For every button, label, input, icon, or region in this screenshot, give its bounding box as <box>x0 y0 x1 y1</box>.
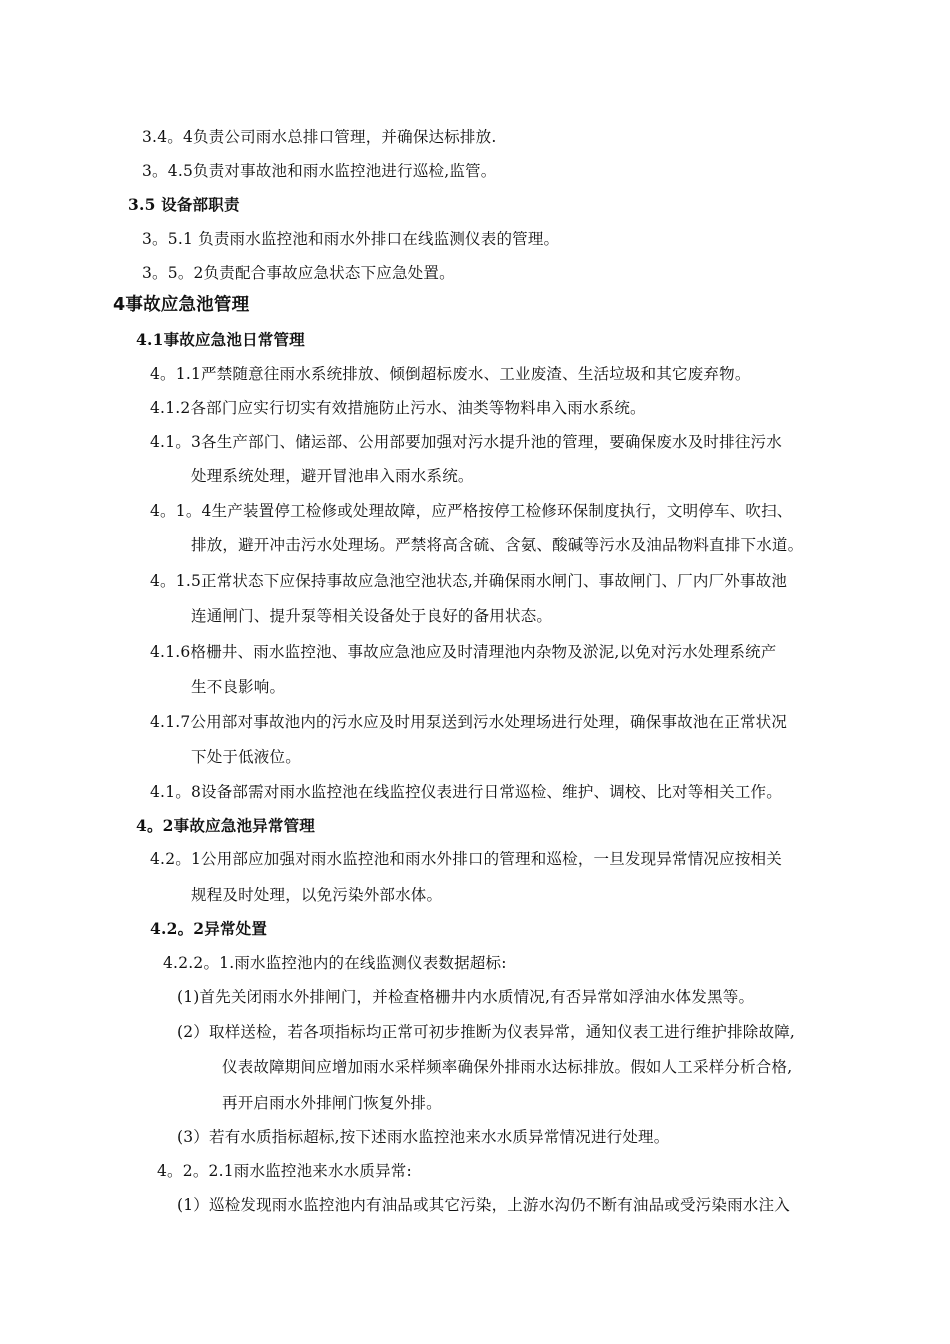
clause-4-2-1: 4.2。1公用部应加强对雨水监控池和雨水外排口的管理和巡检，一旦发现异常情况应按相关 <box>150 850 782 868</box>
section-heading-4-1: 4.1事故应急池日常管理 <box>136 330 305 349</box>
clause-4-1-5: 4。1.5正常状态下应保持事故应急池空池状态,并确保雨水闸门、事故闸门、厂内厂外事故池 <box>150 572 788 590</box>
clause-4-1-8: 4.1。8设备部需对雨水监控池在线监控仪表进行日常巡检、维护、调校、比对等相关工作。 <box>150 783 782 801</box>
item-2: (2）取样送检，若各项指标均正常可初步推断为仪表异常，通知仪表工进行维护排除故障, <box>177 1023 796 1041</box>
chapter-heading-4: 4事故应急池管理 <box>113 295 250 315</box>
item-1-b: (1）巡检发现雨水监控池内有油品或其它污染，上游水沟仍不断有油品或受污染雨水注入 <box>177 1196 790 1214</box>
clause-4-1-5-cont: 连通闸门、提升泵等相关设备处于良好的备用状态。 <box>191 607 553 625</box>
clause-4-1-7: 4.1.7公用部对事故池内的污水应及时用泵送到污水处理场进行处理，确保事故池在正常状况 <box>150 713 788 731</box>
clause-4-2-1-cont: 规程及时处理，以免污染外部水体。 <box>191 886 443 904</box>
item-1: (1)首先关闭雨水外排闸门，并检查格栅井内水质情况,有否异常如浮油水体发黑等。 <box>177 988 755 1006</box>
clause-4-1-3-cont: 处理系统处理，避开冒池串入雨水系统。 <box>191 467 474 485</box>
item-2-cont-1: 仪表故障期间应增加雨水采样频率确保外排雨水达标排放。假如人工采样分析合格, <box>222 1058 793 1076</box>
clause-4-1-4-cont: 排放，避开冲击污水处理场。严禁将高含硫、含氨、酸碱等污水及油品物料直排下水道。 <box>191 536 804 554</box>
item-3: (3）若有水质指标超标,按下述雨水监控池来水水质异常情况进行处理。 <box>177 1128 670 1146</box>
clause-4-1-3: 4.1。3各生产部门、储运部、公用部要加强对污水提升池的管理，要确保废水及时排往污水 <box>150 433 782 451</box>
clause-4-1-2: 4.1.2各部门应实行切实有效措施防止污水、油类等物料串入雨水系统。 <box>150 399 646 417</box>
clause-4-1-7-cont: 下处于低液位。 <box>191 748 301 766</box>
clause-3-5-1: 3。5.1 负责雨水监控池和雨水外排口在线监测仪表的管理。 <box>142 230 560 248</box>
clause-4-2-2-1-b: 4。2。2.1雨水监控池来水水质异常: <box>157 1162 412 1180</box>
clause-3-4-4: 3.4。4负责公司雨水总排口管理，并确保达标排放. <box>142 128 497 146</box>
clause-3-5-2: 3。5。2负责配合事故应急状态下应急处置。 <box>142 264 455 282</box>
clause-4-1-6: 4.1.6格栅井、雨水监控池、事故应急池应及时清理池内杂物及淤泥,以免对污水处理系统产 <box>150 643 777 661</box>
clause-4-1-4: 4。1。4生产装置停工检修或处理故障，应严格按停工检修环保制度执行，文明停车、吹扫、 <box>150 502 793 520</box>
item-2-cont-2: 再开启雨水外排闸门恢复外排。 <box>222 1094 442 1112</box>
clause-3-4-5: 3。4.5负责对事故池和雨水监控池进行巡检,监管。 <box>142 162 497 180</box>
section-heading-3-5: 3.5 设备部职责 <box>128 195 240 214</box>
subsection-heading-4-2-2: 4.2。2异常处置 <box>150 919 268 938</box>
clause-4-1-6-cont: 生不良影响。 <box>191 678 286 696</box>
clause-4-1-1: 4。1.1严禁随意往雨水系统排放、倾倒超标废水、工业废渣、生活垃圾和其它废弃物。 <box>150 365 751 383</box>
clause-4-2-2-1: 4.2.2。1.雨水监控池内的在线监测仪表数据超标: <box>163 954 507 972</box>
section-heading-4-2: 4。2事故应急池异常管理 <box>136 816 315 835</box>
